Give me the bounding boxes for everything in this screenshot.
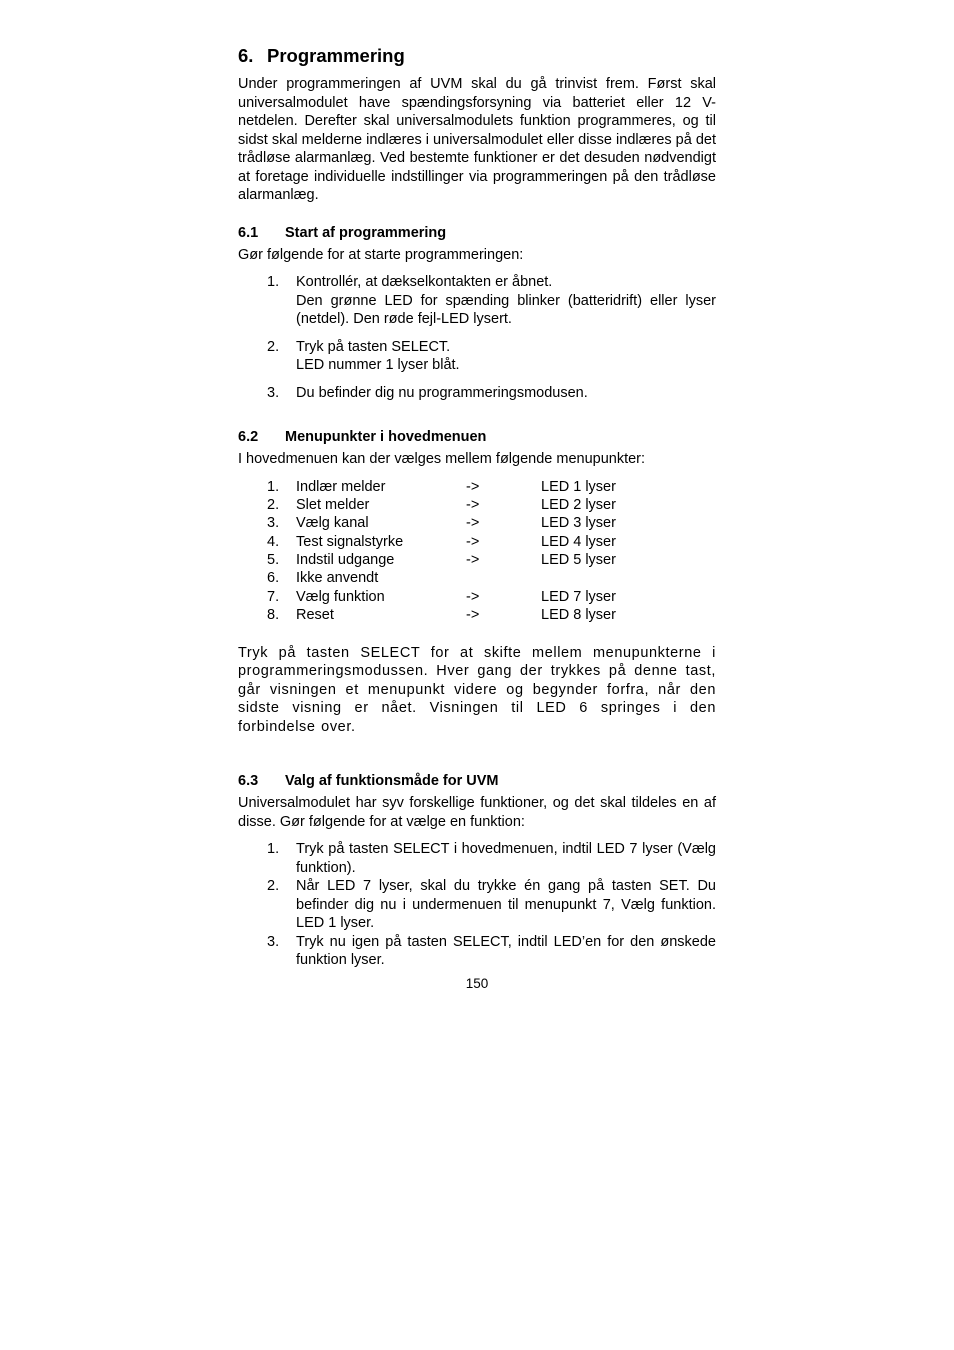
page-number: 150	[465, 976, 489, 991]
section-title: Menupunkter i hovedmenuen	[285, 429, 487, 445]
step-number: 2.	[267, 878, 280, 895]
section-title: Programmering	[267, 45, 405, 66]
section-6-2-heading	[238, 428, 716, 446]
arrow: ->	[466, 515, 480, 532]
step-number: 3.	[267, 384, 280, 401]
item-label: Slet melder	[296, 496, 370, 513]
item-label: Indstil udgange	[296, 552, 395, 569]
step-line: Kontrollér, at dækselkontakten er åbnet.	[296, 274, 553, 290]
section-6-intro: Under programmeringen af UVM skal du gå trinvist frem. Først skal universalmodulet have spændingsforsyning via batteriet eller 12 V-netdelen. Derefter skal universalmodulets funktion programmeres, og til sidst skal melderne indlæres i universalmodulet eller disse indlæres på det trådløse alarmanlæg. Ved bestemte funktioner er det desuden nødvendigt at foretage individuelle indstillinger via programmeringen på den trådløse alarmanlæg.	[238, 76, 716, 203]
list-item	[238, 933, 716, 970]
menu-list-item	[238, 551, 716, 569]
list-item	[238, 384, 716, 403]
arrow: ->	[466, 552, 480, 569]
led-indicator: LED 4 lyser	[541, 533, 616, 550]
section-6-1-heading	[238, 224, 716, 242]
menu-list-item	[238, 606, 716, 624]
step-number: 1.	[267, 274, 280, 290]
item-number: 3.	[267, 515, 280, 532]
arrow: ->	[466, 478, 480, 495]
led-indicator: LED 7 lyser	[541, 588, 616, 605]
item-number: 7.	[267, 588, 280, 605]
menu-list-item	[238, 588, 716, 606]
list-item	[238, 273, 716, 329]
item-label: Indlær melder	[296, 478, 386, 495]
item-number: 8.	[267, 607, 280, 624]
step-text: Tryk nu igen på tasten SELECT, indtil LED’en for den ønskede funktion lyser.	[296, 933, 716, 969]
arrow: ->	[466, 607, 480, 624]
menu-list-item	[238, 478, 716, 496]
step-text: Når LED 7 lyser, skal du trykke én gang på tasten SET. Du befinder dig nu i undermenuen til menupunkt 7, Vælg funktion. LED 1 lyser.	[296, 878, 716, 932]
function-steps-list	[238, 840, 716, 970]
menu-list-item	[238, 514, 716, 532]
section-title: Valg af funktionsmåde for UVM	[285, 773, 499, 790]
section-6-2-outro: Tryk på tasten SELECT for at skifte mellem menupunkterne i programmeringsmodussen. Hver gang der trykkes på denne tast, går visningen et menupunkt videre og begynder forfra, når den sidste visning er nået. Visningen til LED 6 springes i den forbindelse over.	[238, 644, 716, 735]
section-6-1-intro: Gør følgende for at starte programmeringen:	[238, 246, 524, 263]
item-label: Vælg kanal	[296, 515, 369, 532]
step-number: 2.	[267, 338, 280, 355]
led-indicator: LED 1 lyser	[541, 478, 616, 495]
menu-items-list	[238, 478, 716, 625]
step-number: 1.	[267, 841, 280, 858]
step-line: Den grønne LED for spænding blinker (batteridrift) eller lyser (netdel). Den røde fejl-LED lysert.	[296, 292, 716, 327]
step-number: 3.	[267, 933, 280, 950]
item-label: Vælg funktion	[296, 588, 385, 605]
arrow: ->	[466, 588, 480, 605]
arrow: ->	[466, 496, 480, 513]
section-6-2-intro: I hovedmenuen kan der vælges mellem følgende menupunkter:	[238, 451, 646, 467]
list-item	[238, 338, 716, 375]
section-6-heading	[238, 44, 716, 68]
led-indicator: LED 2 lyser	[541, 496, 616, 513]
menu-list-item	[238, 496, 716, 514]
item-number: 5.	[267, 552, 280, 569]
led-indicator: LED 8 lyser	[541, 607, 616, 624]
section-number: 6.1	[238, 224, 259, 241]
list-item	[238, 877, 716, 933]
start-steps-list	[238, 273, 716, 402]
section-6-3-heading	[238, 772, 716, 790]
step-line: Du befinder dig nu programmeringsmodusen.	[296, 384, 588, 401]
item-number: 2.	[267, 496, 280, 513]
item-label: Ikke anvendt	[296, 570, 379, 587]
step-text: Tryk på tasten SELECT i hovedmenuen, indtil LED 7 lyser (Vælg funktion).	[296, 841, 716, 876]
section-title: Start af programmering	[285, 224, 447, 241]
page-column	[238, 44, 716, 970]
item-number: 1.	[267, 478, 280, 495]
menu-list-item	[238, 533, 716, 551]
menu-list-item	[238, 569, 716, 587]
list-item	[238, 840, 716, 877]
arrow: ->	[466, 533, 480, 550]
item-label: Reset	[296, 607, 334, 624]
item-number: 4.	[267, 533, 280, 550]
section-number: 6.2	[238, 429, 259, 445]
step-line: LED nummer 1 lyser blåt.	[296, 357, 460, 373]
led-indicator: LED 3 lyser	[541, 515, 616, 532]
section-number: 6.	[238, 45, 254, 66]
led-indicator: LED 5 lyser	[541, 552, 616, 569]
item-number: 6.	[267, 570, 280, 587]
section-6-3-intro: Universalmodulet har syv forskellige funktioner, og det skal tildeles en af disse. Gør følgende for at vælge en funktion:	[238, 795, 716, 830]
step-line: Tryk på tasten SELECT.	[296, 338, 451, 355]
item-label: Test signalstyrke	[296, 533, 404, 550]
section-number: 6.3	[238, 773, 259, 790]
